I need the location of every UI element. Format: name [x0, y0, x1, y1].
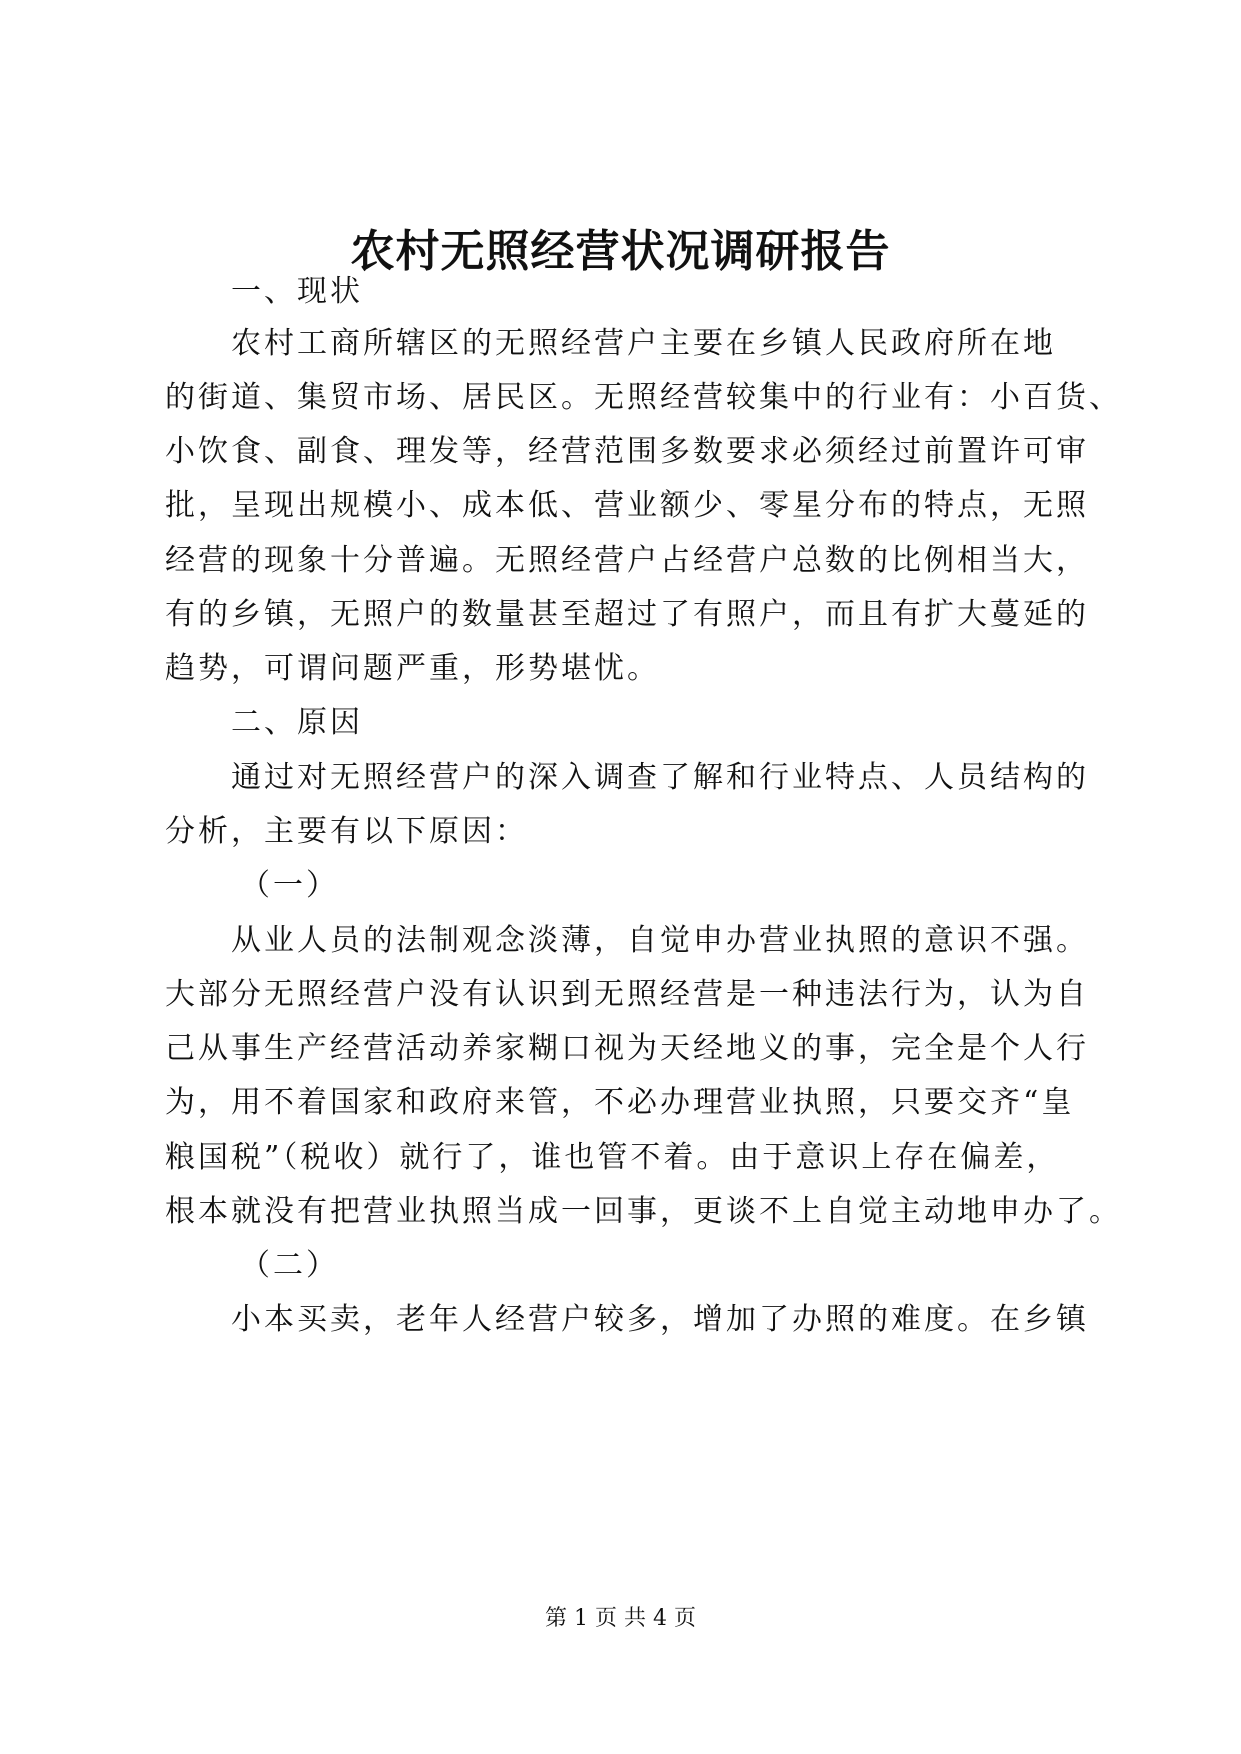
paragraph-line: 通过对无照经营户的深入调查了解和行业特点、人员结构的	[231, 760, 1089, 795]
paragraph-line: 趋势，可谓问题严重，形势堪忧。	[165, 651, 660, 686]
section-heading-reasons: 二、原因	[231, 705, 363, 740]
page-number-footer: 第 1 页 共 4 页	[545, 1606, 696, 1631]
paragraph-line: 的街道、集贸市场、居民区。无照经营较集中的行业有：小百货、	[165, 380, 1122, 415]
paragraph-line: 农村工商所辖区的无照经营户主要在乡镇人民政府所在地	[231, 326, 1056, 361]
paragraph-line: 有的乡镇，无照户的数量甚至超过了有照户，而且有扩大蔓延的	[165, 597, 1089, 632]
paragraph-line: 根本就没有把营业执照当成一回事，更谈不上自觉主动地申办了。	[165, 1194, 1122, 1229]
section-heading-status: 一、现状	[231, 274, 363, 309]
paragraph-line: 小本买卖，老年人经营户较多，增加了办照的难度。在乡镇	[231, 1302, 1089, 1337]
paragraph-line: 小饮食、副食、理发等，经营范围多数要求必须经过前置许可审	[165, 434, 1089, 469]
paragraph-line: 粮国税”（税收）就行了，谁也管不着。由于意识上存在偏差，	[165, 1140, 1060, 1175]
subsection-heading-2: （二）	[240, 1248, 339, 1283]
paragraph-line: 己从事生产经营活动养家糊口视为天经地义的事，完全是个人行	[165, 1031, 1089, 1066]
document-title: 农村无照经营状况调研报告	[350, 226, 891, 277]
subsection-heading-1: （一）	[240, 868, 339, 903]
paragraph-line: 批，呈现出规模小、成本低、营业额少、零星分布的特点，无照	[165, 488, 1089, 523]
paragraph-line: 分析，主要有以下原因：	[165, 814, 528, 849]
paragraph-line: 大部分无照经营户没有认识到无照经营是一种违法行为，认为自	[165, 977, 1089, 1012]
paragraph-line: 经营的现象十分普遍。无照经营户占经营户总数的比例相当大，	[165, 543, 1089, 578]
paragraph-line: 为，用不着国家和政府来管，不必办理营业执照，只要交齐“皇	[165, 1085, 1075, 1120]
paragraph-line: 从业人员的法制观念淡薄，自觉申办营业执照的意识不强。	[231, 923, 1089, 958]
